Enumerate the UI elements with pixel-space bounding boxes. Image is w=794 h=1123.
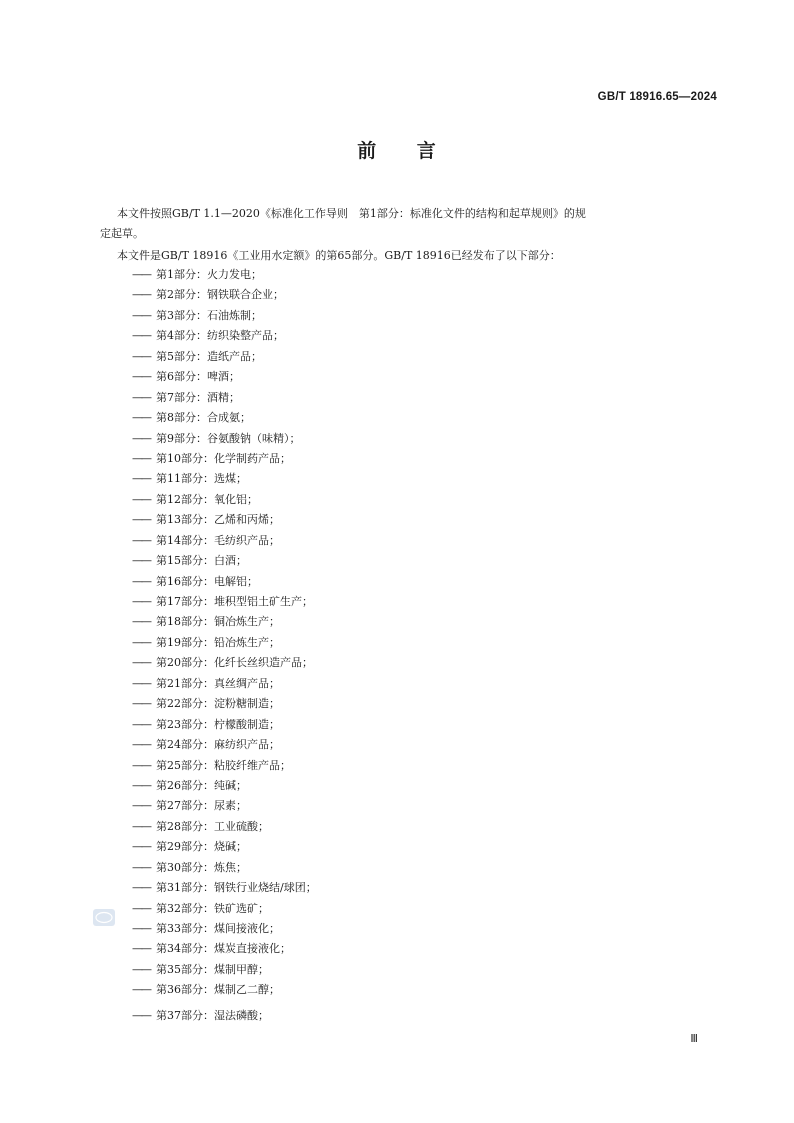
em-dash-marker: —— [132,962,150,976]
em-dash-marker: —— [132,717,150,731]
em-dash-marker: —— [132,574,150,588]
part-title: 第6部分：啤酒； [156,370,240,384]
part-list-item [132,837,317,857]
part-title: 第1部分：火力发电； [156,268,262,281]
part-title: 第21部分：真丝绸产品； [156,676,280,690]
em-dash-marker: —— [132,901,150,915]
part-title: 第19部分：铅冶炼生产； [156,635,280,649]
em-dash-marker: —— [132,656,150,670]
part-list-item [132,919,317,939]
part-title: 第5部分：造纸产品； [156,349,262,363]
part-list-item [132,285,317,305]
part-title: 第15部分：白酒； [156,554,247,568]
part-title: 第10部分：化学制药产品； [156,451,291,465]
page-number: Ⅲ [690,1033,697,1045]
part-list-item [132,899,317,919]
part-list-item [132,592,317,612]
em-dash-marker: —— [132,411,150,425]
part-list-item [132,939,317,959]
part-title: 第22部分：淀粉糖制造； [156,697,280,711]
part-list-item [132,367,317,387]
em-dash-marker: —— [132,799,150,813]
em-dash-marker: —— [132,942,150,956]
em-dash-marker: —— [132,431,150,445]
part-title: 第27部分：尿素； [156,799,247,813]
intro-paragraph-1-line-1: 本文件按照GB/T 1.1—2020《标准化工作导则 第1部分：标准化文件的结构和起草规则》的规 [117,207,586,220]
part-title: 第13部分：乙烯和丙烯； [156,513,280,527]
em-dash-marker: —— [132,451,150,465]
part-title: 第34部分：煤炭直接液化； [156,942,291,956]
part-list-item [132,653,317,673]
standard-code: GB/T 18916.65—2024 [597,91,717,103]
part-title: 第24部分：麻纺织产品； [156,738,280,752]
part-title: 第11部分：选煤； [156,472,247,486]
part-list-item [132,572,317,592]
em-dash-marker: —— [132,513,150,527]
part-list-item [132,817,317,837]
em-dash-marker: —— [132,533,150,547]
em-dash-marker: —— [132,881,150,895]
part-title: 第36部分：煤制乙二醇； [156,983,280,997]
part-list-item [132,735,317,755]
part-title: 第20部分：化纤长丝织造产品； [156,656,313,670]
parts-list [132,265,317,1026]
sac-watermark-logo [93,909,115,926]
part-title: 第18部分：铜冶炼生产； [156,615,280,629]
part-title: 第3部分：石油炼制； [156,308,262,322]
part-list-item [132,510,317,530]
part-list-item [132,429,317,449]
part-title: 第32部分：铁矿选矿； [156,901,269,915]
part-list-item [132,1006,317,1026]
em-dash-marker: —— [132,840,150,854]
em-dash-marker: —— [132,697,150,711]
part-list-item [132,306,317,326]
part-title: 第30部分：炼焦； [156,860,247,874]
em-dash-marker: —— [132,615,150,629]
intro-paragraph-1 [100,204,719,244]
part-list-item [132,756,317,776]
part-list-item [132,612,317,632]
part-title: 第35部分：煤制甲醇； [156,962,269,976]
page-title: 前 言 [357,140,437,162]
part-title: 第7部分：酒精； [156,390,240,404]
em-dash-marker: —— [132,492,150,506]
part-title: 第8部分：合成氨； [156,411,251,425]
part-title: 第2部分：钢铁联合企业； [156,288,284,302]
em-dash-marker: —— [132,635,150,649]
em-dash-marker: —— [132,595,150,608]
part-list-item [132,878,317,898]
part-title: 第4部分：纺织染整产品； [156,329,284,343]
em-dash-marker: —— [132,329,150,343]
part-list-item [132,490,317,510]
part-title: 第37部分：湿法磷酸； [156,1008,269,1022]
part-list-item [132,796,317,816]
part-list-item [132,674,317,694]
em-dash-marker: —— [132,390,150,404]
intro-paragraph-2: 本文件是GB/T 18916《工业用水定额》的第65部分。GB/T 18916已经发布了以下部分： [117,249,561,262]
intro-paragraph-1-line-2: 定起草。 [100,227,144,240]
em-dash-marker: —— [132,738,150,752]
em-dash-marker: —— [132,349,150,363]
part-title: 第14部分：毛纺织产品； [156,533,280,547]
em-dash-marker: —— [132,778,150,792]
part-title: 第23部分：柠檬酸制造； [156,717,280,731]
part-list-item [132,531,317,551]
em-dash-marker: —— [132,288,150,302]
em-dash-marker: —— [132,983,150,997]
em-dash-marker: —— [132,370,150,384]
em-dash-marker: —— [132,308,150,322]
em-dash-marker: —— [132,922,150,935]
em-dash-marker: —— [132,554,150,568]
part-title: 第17部分：堆积型铝土矿生产； [156,595,313,608]
part-list-item [132,265,317,285]
part-title: 第25部分：粘胶纤维产品； [156,758,291,772]
part-list-item [132,715,317,735]
em-dash-marker: —— [132,819,150,833]
part-list-item [132,980,317,1000]
part-list-item [132,408,317,428]
part-list-item [132,449,317,469]
part-list-item [132,469,317,489]
part-title: 第26部分：纯碱； [156,778,247,792]
part-title: 第29部分：烧碱； [156,840,247,854]
part-list-item [132,326,317,346]
part-title: 第28部分：工业硫酸； [156,819,269,833]
part-list-item [132,858,317,878]
em-dash-marker: —— [132,472,150,486]
em-dash-marker: —— [132,758,150,772]
part-list-item [132,347,317,367]
part-title: 第12部分：氧化铝； [156,492,258,506]
em-dash-marker: —— [132,268,150,281]
em-dash-marker: —— [132,1008,150,1022]
part-list-item [132,694,317,714]
part-title: 第9部分：谷氨酸钠（味精）； [156,431,301,445]
part-title: 第31部分：钢铁行业烧结/球团； [156,881,317,895]
em-dash-marker: —— [132,676,150,690]
part-list-item [132,388,317,408]
part-list-item [132,776,317,796]
part-list-item [132,633,317,653]
part-title: 第33部分：煤间接液化； [156,922,280,935]
em-dash-marker: —— [132,860,150,874]
part-title: 第16部分：电解铝； [156,574,258,588]
part-list-item [132,960,317,980]
part-list-item [132,551,317,571]
